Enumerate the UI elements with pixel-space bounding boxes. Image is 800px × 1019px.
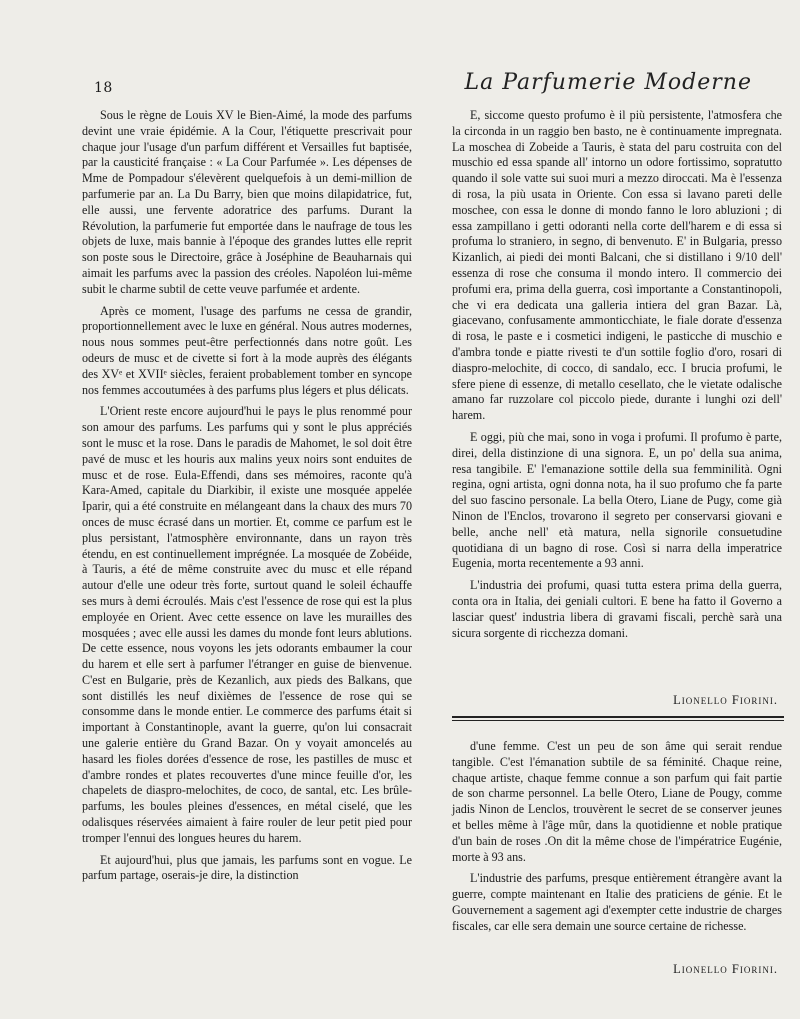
paragraph: Après ce moment, l'usage des parfums ne cessa de grandir, proportionnellement avec le luxe en général. Nous autres modernes, nous nous sommes peut-être perfectionnés dans notre goût. Les odeurs de musc et de civette si fort à la mode auprès des élégants des XVᵉ et XVIIᵉ siècles, feraient probablement tomber en syncope nos femmes accoutumées à des parfums plus légers et plus délicats. xyxy=(82,303,412,397)
signature-italian-block xyxy=(452,685,782,708)
right-column-italian xyxy=(452,108,782,647)
paragraph: L'Orient reste encore aujourd'hui le pays le plus renommé pour son amour des parfums. Les parfums qui y sont le plus appréciés sont le musc et la rose. Dans le paradis de Mahomet, le sol doit être pavé de musc et les houris aux malins yeux noirs sont enduites de musc et de rose. Eula-Effendi, dans ses mémoires, raconte qu'à Kara-Amed, capitale du Diarkibir, il existe une mosquée appelée Iparir, qui a été construite en mélangeant dans la chaux des murs 70 onces de musc écrasé dans un mortier. Et, comme ce parfum est le plus persistant, l'atmosphère environnante, dans un rayon très étendu, en est continuellement imprégnée. La mosquée de Zobéide, à Tauris, a été de même construite avec du musc et elle répand autour d'elle une odeur très forte, surtout quand le soleil échauffe ses murs à demi écroulés. Mais c'est l'essence de rose qui est la plus employée en Orient. Avec cette essence on lave les murailles des mosquées ; avec elle aussi les dames du monde font leurs ablutions. De cette essence, nous voyons les jets odorants embaumer la cour du harem et elle sert à parfumer l'étranger en guise de bienvenue. C'est en Bulgarie, près de Kezanlich, aux pieds des Balkans, que sont distillés les neuf dixièmes de l'essence de rose qui se consomme dans le monde entier. Le commerce des parfums était si important à Constantinople, avant la guerre, qu'on lui consacrait une galerie entière du Grand Bazar. On y voyait amoncelés au hasard les fioles dorées d'essence de rose, les pastilles de musc et d'ambre rondes et plates recouvertes d'une mince feuille d'or, les chapelets de diaspro-melochites, de coco, de santal, etc. Les brûle-parfums, les boules pleines d'essences, en métal ciselé, que les odalisques réservées aimaient à faire rouler de leur petit pied pour tromper l'ennui des longues heures du harem. xyxy=(82,404,412,845)
left-column xyxy=(82,108,412,890)
running-title: La Parfumerie Moderne xyxy=(464,70,752,95)
author-signature: Lionello Fiorini. xyxy=(673,693,778,707)
page-number: 18 xyxy=(94,80,113,96)
paragraph: L'industrie des parfums, presque entièrement étrangère avant la guerre, compte maintenant en Italie des praticiens de génie. Et le Gouvernement a sagement agi d'exempter cette industrie de charges fiscales, car elle sera demain une source certaine de richesse. xyxy=(452,871,782,933)
section-divider xyxy=(452,716,784,721)
paragraph: E, siccome questo profumo è il più persistente, l'atmosfera che la circonda in un raggio ben basto, ne è continuamente impregnata. La moschea di Zobeide a Tauris, è stata del paru costruita con del muschio ed essa spande all' intorno un odore fortissimo, sopratutto quando il sole vatte sui suoi muri a mezzo diroccati. Ma è l'essenza di rosa, la più usata in Oriente. Con essa si lavano pareti delle moschee, con essa le donne di mondo fanno le loro abluzioni ; di essa zampillano i getti odoranti nella corte dell'harem e di essa si profuma lo straniero, in segno, di benvenuto. E' in Bulgaria, presso Kizanlich, ai piedi dei monti Balcani, che si distillano i 9/10 dell' essenza di rose che consuma il mondo intero. Il commercio dei profumi era, prima della guerra, così importante a Constantinopoli, che vi era dedicata una galleria intiera del gran Bazar. Là, giacevano, confusamente ammonticchiate, le fiale dorate d'essenza di rosa, le paste e i cosmetici indigeni, le pasticche di muschio e d'ambra tonde e piatte rivesti te d'un sottile foglio d'oro, rosari di diaspro-melochite, di cocco, di sandalo, ecc. I brucia profumi, le sfere piene di essenze, di metallo cesellato, che le vietate odalische amano far ruzzolare col piccolo piede, durante i lunghi ozi dell' harem. xyxy=(452,108,782,423)
paragraph: d'une femme. C'est un peu de son âme qui serait rendue tangible. C'est l'émanation subtile de sa féminité. Chaque reine, chaque artiste, chaque femme connue a son parfum qui fait partie de son charme personnel. La belle Otero, Liane de Pougy, comme jadis Ninon de Lenclos, trouvèrent le secret de se conserver jeunes et belles même à l'âge mûr, dans la quotidienne et noble pratique d'un bain de roses .On dit la même chose de l'impératrice Eugénie, morte à 93 ans. xyxy=(452,739,782,864)
author-signature: Lionello Fiorini. xyxy=(673,962,778,976)
paragraph: E oggi, più che mai, sono in voga i profumi. Il profumo è parte, direi, della distinzione di una signora. E, un po' della sua anima, resa tangibile. E' l'emanazione sottile della sua femminilità. Ogni regina, ogni artista, ogni donna nota, ha il suo profumo che fa parte del suo fascino personale. La bella Otero, Liane de Pugy, come già Ninon de l'Enclos, trovarono il segreto per conservarsi giovani e belle, anche nell' età matura, nella signorile consuetudine quotidiana di un bagno di rose. Così si narra della imperatrice Eugenia, morta recentemente a 93 anni. xyxy=(452,429,782,571)
right-column-french xyxy=(452,739,782,941)
paragraph: L'industria dei profumi, quasi tutta estera prima della guerra, conta ora in Italia, dei geniali cultori. E bene ha fatto il Governo a lasciar quest' industria libera di gravami fiscali, perchè sarà una sicura sorgente di ricchezza domani. xyxy=(452,578,782,640)
paragraph: Sous le règne de Louis XV le Bien-Aimé, la mode des parfums devint une vraie épidémie. A la Cour, l'étiquette prescrivait pour chaque jour l'usage d'un parfum différent et Versailles fut baptisée, par la causticité française : « La Cour Parfumée ». Les dépenses de Mme de Pompadour s'élevèrent quelquefois à un demi-million de parfumerie par an. La Du Barry, bien que moins dilapidatrice, fut, elle aussi, une fervente adoratrice des parfums. Durant la Révolution, la parfumerie fut emportée dans le naufrage de tous les objets de luxe, mais bannie à l'époque des grandes luttes elle reprit son poste sous le Directoire, grâce à Joséphine de Beauharnais qui aimait les parfums avec la passion des créoles. Napoléon lui-même subit le charme subtil de cette veuve parfumée et ardente. xyxy=(82,108,412,296)
signature-french-block xyxy=(452,954,782,977)
paragraph: Et aujourd'hui, plus que jamais, les parfums sont en vogue. Le parfum partage, oserais-je dire, la distinction xyxy=(82,852,412,883)
